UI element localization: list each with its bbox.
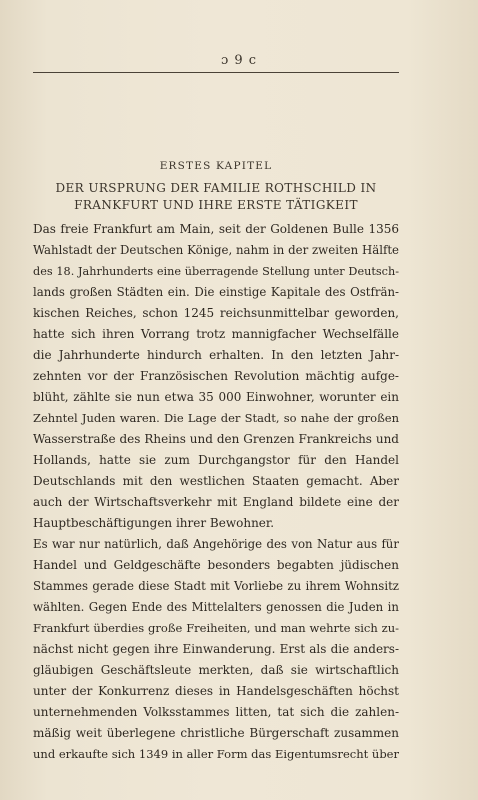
text-line: mäßig weit überlegene christliche Bürgerschaft zusammen	[33, 726, 399, 740]
text-line: Es war nur natürlich, daß Angehörige des von Natur aus für	[33, 537, 399, 551]
chapter-label: ERSTES KAPITEL	[159, 160, 273, 172]
text-line: Hollands, hatte sie zum Durchgangstor für den Handel	[33, 453, 399, 467]
text-line: des 18. Jahrhunderts eine überragende Stellung unter Deutsch-	[33, 265, 399, 278]
chapter-title-line: FRANKFURT UND IHRE ERSTE TÄTIGKEIT	[74, 198, 358, 212]
text-line: und erkaufte sich 1349 in aller Form das Eigentumsrecht über	[33, 747, 399, 761]
text-line: gläubigen Geschäftsleute merkten, daß sie wirtschaftlich	[33, 663, 399, 677]
text-line: blüht, zählte sie nun etwa 35 000 Einwohner, worunter ein	[33, 390, 399, 404]
text-line: Frankfurt überdies große Freiheiten, und man wehrte sich zu-	[33, 621, 399, 635]
text-line: die Jahrhunderte hindurch erhalten. In den letzten Jahr-	[33, 348, 399, 362]
text-line: zehnten vor der Französischen Revolution mächtig aufge-	[33, 369, 399, 383]
chapter-title-line: DER URSPRUNG DER FAMILIE ROTHSCHILD IN	[55, 181, 377, 195]
text-line: Hauptbeschäftigungen ihrer Bewohner.	[33, 516, 275, 530]
text-line: lands großen Städten ein. Die einstige Kapitale des Ostfrän-	[33, 285, 399, 299]
text-line: Handel und Geldgeschäfte besonders begabten jüdischen	[33, 558, 399, 572]
text-line: kischen Reiches, schon 1245 reichsunmittelbar geworden,	[33, 306, 399, 320]
body-text	[33, 219, 399, 765]
text-line: Zehntel Juden waren. Die Lage der Stadt, so nahe der großen	[33, 411, 399, 425]
header-rule	[33, 72, 399, 73]
text-line: Wasserstraße des Rheins und den Grenzen Frankreichs und	[33, 432, 399, 446]
text-line: Stammes gerade diese Stadt mit Vorliebe zu ihrem Wohnsitz	[33, 579, 399, 593]
text-line: unter der Konkurrenz dieses in Handelsgeschäften höchst	[33, 684, 399, 698]
text-line: nächst nicht gegen ihre Einwanderung. Erst als die anders-	[33, 642, 399, 656]
page-number: ɔ 9 ϲ	[220, 53, 258, 68]
text-line: Wahlstadt der Deutschen Könige, nahm in der zweiten Hälfte	[33, 243, 399, 257]
text-line: hatte sich ihren Vorrang trotz mannigfacher Wechselfälle	[33, 327, 399, 341]
text-line: auch der Wirtschaftsverkehr mit England bildete eine der	[33, 495, 399, 509]
chapter-title	[33, 180, 399, 214]
text-line: wählten. Gegen Ende des Mittelalters genossen die Juden in	[33, 600, 399, 614]
text-line: unternehmenden Volksstammes litten, tat sich die zahlen-	[33, 705, 399, 719]
text-line: Deutschlands mit den westlichen Staaten gemacht. Aber	[33, 474, 399, 488]
text-line: Das freie Frankfurt am Main, seit der Goldenen Bulle 1356	[33, 222, 399, 236]
